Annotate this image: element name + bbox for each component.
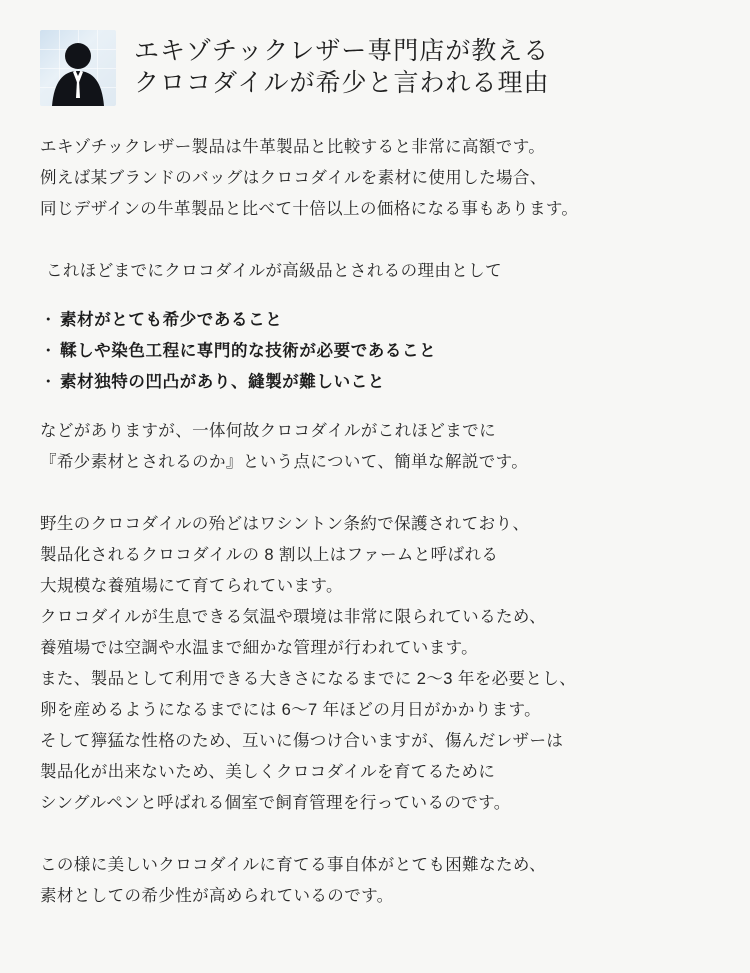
main-line-5: 養殖場では空調や水温まで細かな管理が行われています。 (40, 639, 479, 657)
bullet-marker-icon: ・ (40, 342, 58, 360)
main-line-2: 製品化されるクロコダイルの 8 割以上はファームと呼ばれる (40, 546, 499, 564)
main-line-6: また、製品として利用できる大きさになるまでに 2〜3 年を必要とし、 (40, 670, 577, 688)
article-title (134, 36, 550, 100)
spacer-4 (40, 478, 710, 509)
main-line-4: クロコダイルが生息できる気温や環境は非常に限られているため、 (40, 608, 547, 626)
article-title-line-1: エキゾチックレザー専門店が教える (134, 38, 550, 65)
spacer-1 (40, 225, 710, 256)
reason-list (40, 305, 710, 398)
spacer-2 (40, 287, 710, 305)
closing-line-1: この様に美しいクロコダイルに育てる事自体がとても困難なため、 (40, 856, 547, 874)
main-line-8: そして獰猛な性格のため、互いに傷つけ合いますが、傷んだレザーは (40, 732, 564, 750)
intro-line-2: 例えば某ブランドのバッグはクロコダイルを素材に使用した場合、 (40, 169, 547, 187)
list-item (40, 367, 710, 398)
bullet-marker-icon: ・ (40, 373, 58, 391)
main-paragraph (40, 509, 710, 819)
intro-paragraph (40, 132, 710, 225)
closing-line-2: 素材としての希少性が高められているのです。 (40, 887, 394, 905)
intro-line-3: 同じデザインの牛革製品と比べて十倍以上の価格になる事もあります。 (40, 200, 579, 218)
list-item-label: 鞣しや染色工程に専門的な技術が必要であること (60, 342, 437, 360)
list-item-label: 素材がとても希少であること (60, 311, 283, 329)
main-line-9: 製品化が出来ないため、美しくクロコダイルを育てるために (40, 763, 496, 781)
article-header (40, 30, 710, 106)
list-item (40, 336, 710, 367)
spacer-3 (40, 398, 710, 416)
intro-line-1: エキゾチックレザー製品は牛革製品と比較すると非常に高額です。 (40, 138, 546, 156)
main-line-7: 卵を産めるようになるまでには 6〜7 年ほどの月日がかかります。 (40, 701, 542, 719)
person-silhouette-avatar-icon (40, 30, 116, 106)
silhouette-shape-icon (40, 30, 116, 106)
main-line-3: 大規模な養殖場にて育てられています。 (40, 577, 343, 595)
closing-paragraph (40, 850, 710, 912)
middle-paragraph (40, 416, 710, 478)
article-title-line-2: クロコダイルが希少と言われる理由 (134, 70, 550, 97)
main-line-10: シングルペンと呼ばれる個室で飼育管理を行っているのです。 (40, 794, 511, 812)
middle-line-2: 『希少素材とされるのか』という点について、簡単な解説です。 (40, 453, 529, 471)
lead-paragraph (40, 256, 710, 287)
bullet-marker-icon: ・ (40, 311, 58, 329)
list-item-label: 素材独特の凹凸があり、縫製が難しいこと (60, 373, 385, 391)
list-item (40, 305, 710, 336)
lead-line: これほどまでにクロコダイルが高級品とされるの理由として (46, 262, 502, 280)
spacer-5 (40, 819, 710, 850)
middle-line-1: などがありますが、一体何故クロコダイルがこれほどまでに (40, 422, 496, 440)
main-line-1: 野生のクロコダイルの殆どはワシントン条約で保護されており、 (40, 515, 530, 533)
